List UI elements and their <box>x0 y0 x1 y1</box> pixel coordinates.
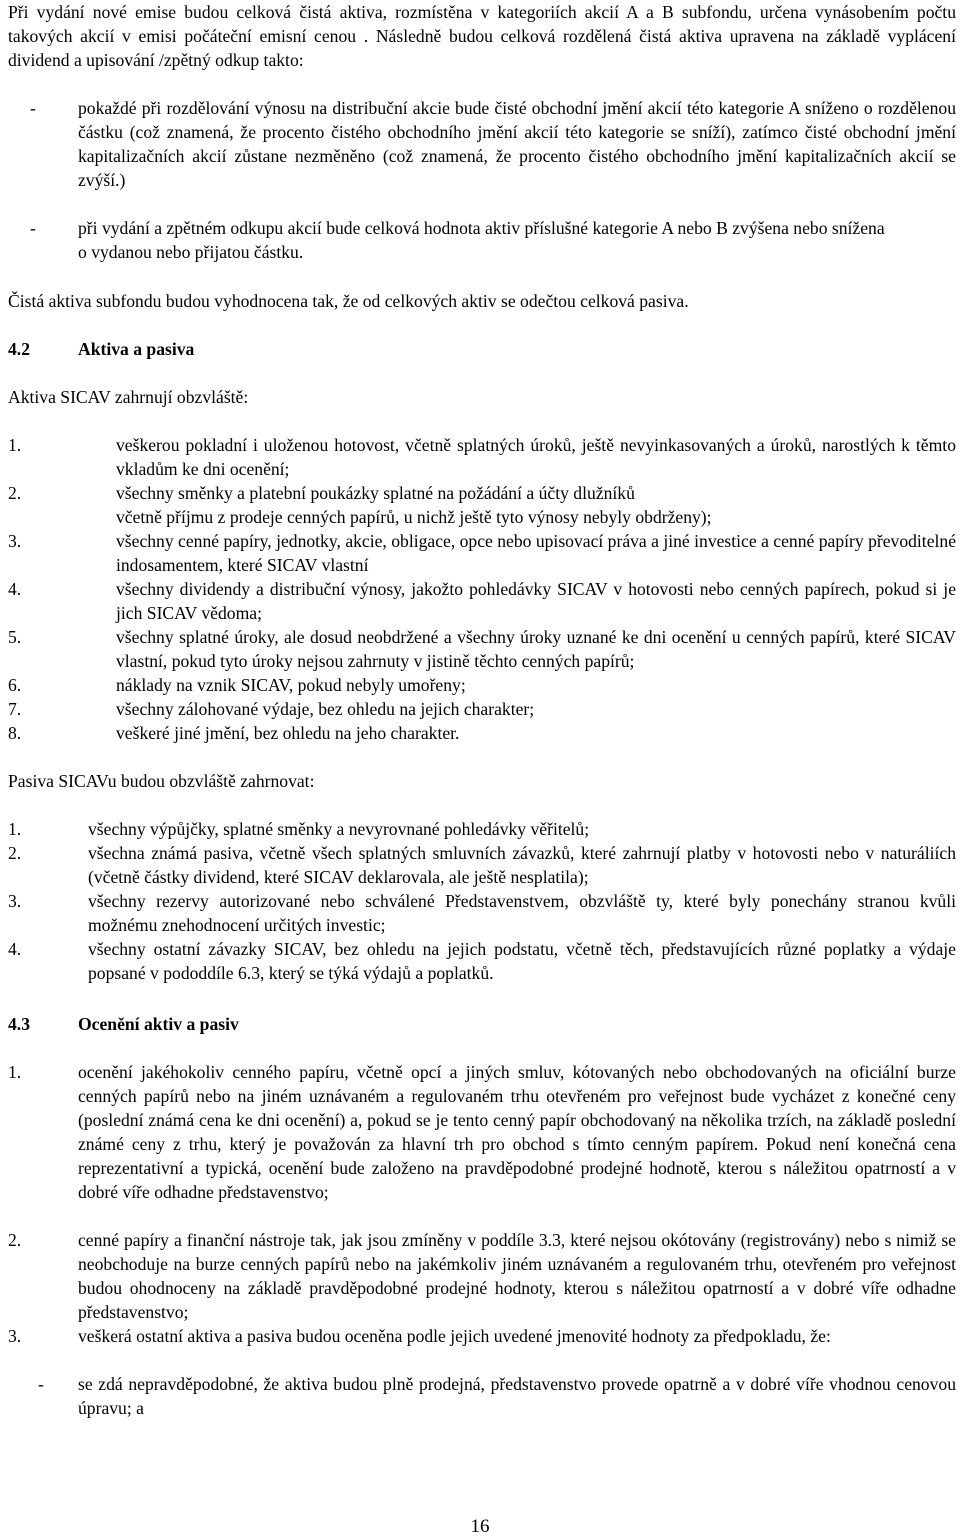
item-number: 2. <box>8 1230 22 1250</box>
bullet-marker: - <box>30 218 36 238</box>
item-text: všechny směnky a platební poukázky splatné na požádání a účty dlužníků včetně příjmu z prodeje cenných papírů, u nichž ještě tyto výnosy nebyly obdrženy); <box>116 483 712 527</box>
item-text: veškeré jiné jmění, bez ohledu na jeho charakter. <box>116 723 460 743</box>
item-text: všechny splatné úroky, ale dosud neobdržené a všechny úroky uznané ke dni ocenění u cenných papírů, které SICAV vlastní, pokud tyto úroky nejsou zahrnuty v jistině těchto cenných papírů; <box>116 627 956 671</box>
item-number: 5. <box>8 627 22 647</box>
item-text: cenné papíry a finanční nástroje tak, jak jsou zmíněny v poddíle 3.3, které nejsou okótovány (registrovány) nebo s nimiž se neobchoduje na burze cenných papírů nebo na jakémkoliv jiném uznávaném a regulovaném trhu, otevřeném pro veřejnost budou ohodnoceny na základě pravděpodobné prodejné hodnoty, kterou s náležitou opatrností a v dobré víře odhadne představenstvo; <box>78 1230 956 1322</box>
item-text: všechny rezervy autorizované nebo schválené Představenstvem, obzvláště ty, které byly ponechány stranou kvůli možnému znehodnocení určitých investic; <box>88 891 956 935</box>
item-number: 3. <box>8 531 22 551</box>
section-number: 4.2 <box>8 339 30 359</box>
item-text: všechny zálohované výdaje, bez ohledu na jejich charakter; <box>116 699 535 719</box>
section-title: Aktiva a pasiva <box>78 339 195 359</box>
item-number: 6. <box>8 675 22 695</box>
bullet-marker: - <box>30 98 36 118</box>
section-number: 4.3 <box>8 1014 30 1034</box>
item-marker: - <box>38 1374 44 1394</box>
item-number: 2. <box>8 483 22 503</box>
item-number: 1. <box>8 819 22 839</box>
item-text: se zdá nepravděpodobné, že aktiva budou plně prodejná, představenstvo provede opatrně a v dobré víře vhodnou cenovou úpravu; a <box>78 1374 956 1418</box>
item-number: 8. <box>8 723 22 743</box>
assets-intro: Aktiva SICAV zahrnují obzvláště: <box>8 387 249 407</box>
net-assets-paragraph: Čistá aktiva subfondu budou vyhodnocena tak, že od celkových aktiv se odečtou celková pasiva. <box>8 291 689 311</box>
intro-paragraph: Při vydání nové emise budou celková čistá aktiva, rozmístěna v kategoriích akcií A a B subfondu, určena vynásobením počtu takových akcií v emisi počáteční emisní cenou . Následně budou celková rozdělená čistá aktiva upravena na základě vyplácení dividend a upisování /zpětný odkup takto: <box>8 2 956 70</box>
item-text: všechna známá pasiva, včetně všech splatných smluvních závazků, které zahrnují platby v hotovosti nebo v naturáliích (včetně částky dividend, které SICAV deklarovala, ale ještě nesplatila); <box>88 843 956 887</box>
item-number: 1. <box>8 435 22 455</box>
liabilities-intro: Pasiva SICAVu budou obzvláště zahrnovat: <box>8 771 315 791</box>
item-number: 3. <box>8 1326 22 1346</box>
page-number: 16 <box>470 1516 490 1537</box>
bullet-text: pokaždé při rozdělování výnosu na distribuční akcie bude čisté obchodní jmění akcií této kategorie A sníženo o rozdělenou částku (což znamená, že procento čistého obchodního jmění akcií této kategorie se sníží), zatímco čisté obchodní jmění kapitalizačních akcií zůstane nezměněno (což znamená, že procento čistého obchodního jmění kapitalizačních akcií se zvýší.) <box>78 98 956 190</box>
section-title: Ocenění aktiv a pasiv <box>78 1014 239 1034</box>
item-number: 7. <box>8 699 22 719</box>
item-text: všechny výpůjčky, splatné směnky a nevyrovnané pohledávky věřitelů; <box>88 819 590 839</box>
item-text: ocenění jakéhokoliv cenného papíru, včetně opcí a jiných smluv, kótovaných nebo obchodovaných na oficiální burze cenných papírů nebo na jiném uznávaném a regulovaném trhu otevřeném pro veřejnost bude vycházet z konečné ceny (poslední známá cena ke dni ocenění) a, pokud se je tento cenný papír obchodovaný na několika trzích, na základě poslední známé ceny z trhu, který je považován za hlavní trh pro obchod s tímto cenným papírem. Pokud není konečná cena reprezentativní a typická, ocenění bude založeno na pravděpodobné prodejné hodnotě, kterou s náležitou opatrností a v dobré víře odhadne představenstvo; <box>78 1062 956 1202</box>
item-number: 4. <box>8 939 22 959</box>
item-number: 1. <box>8 1062 22 1082</box>
item-number: 3. <box>8 891 22 911</box>
item-text: všechny ostatní závazky SICAV, bez ohledu na jejich podstatu, včetně těch, představujících různé poplatky a výdaje popsané v pododdíle 6.3, který se týká výdajů a poplatků. <box>88 939 956 983</box>
item-text: náklady na vznik SICAV, pokud nebyly umořeny; <box>116 675 466 695</box>
bullet-text: při vydání a zpětném odkupu akcií bude celková hodnota aktiv příslušné kategorie A nebo B zvýšena nebo snížena o vydanou nebo přijatou částku. <box>78 218 885 262</box>
item-text: veškerou pokladní i uloženou hotovost, včetně splatných úroků, ještě nevyinkasovaných a úroků, narostlých k těmto vkladům ke dni ocenění; <box>116 435 956 479</box>
item-text: všechny dividendy a distribuční výnosy, jakožto pohledávky SICAV v hotovosti nebo cenných papírech, pokud si je jich SICAV vědoma; <box>116 579 956 623</box>
item-text: všechny cenné papíry, jednotky, akcie, obligace, opce nebo upisovací práva a jiné investice a cenné papíry převoditelné indosamentem, které SICAV vlastní <box>116 531 956 575</box>
item-text: veškerá ostatní aktiva a pasiva budou oceněna podle jejich uvedené jmenovité hodnoty za předpokladu, že: <box>78 1326 831 1346</box>
item-number: 2. <box>8 843 22 863</box>
item-number: 4. <box>8 579 22 599</box>
